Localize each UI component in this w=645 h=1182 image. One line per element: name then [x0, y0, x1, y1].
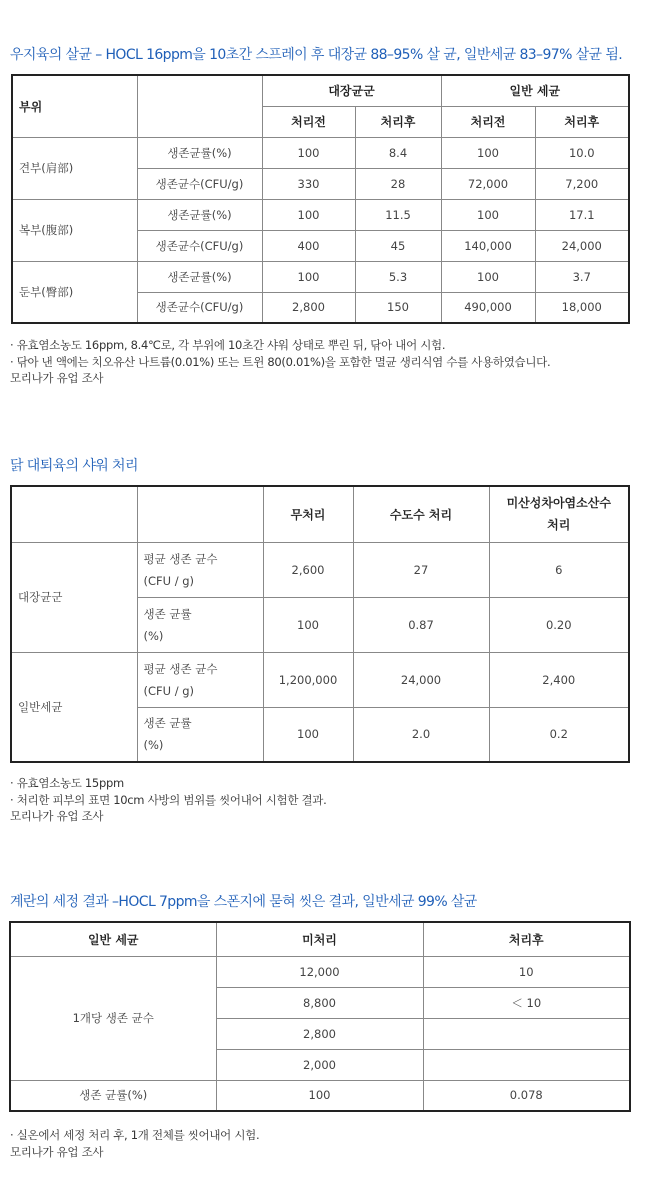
value-cell: 2,000 [216, 1049, 423, 1080]
header-hocl-line2: 처리 [547, 518, 571, 533]
note-line: · 닦아 낸 액에는 치오유산 나트륨(0.01%) 또는 트윈 80(0.01%)을 포함한 멸균 생리식염 수를 사용하였습니다. [10, 354, 551, 369]
header-blank [137, 486, 263, 542]
value-cell: 140,000 [441, 230, 535, 261]
metric-cell: 생존균률(%) [137, 137, 262, 168]
rate-label: 생존 균률(%) [10, 1080, 216, 1111]
header-after: 처리후 [535, 106, 629, 137]
value-cell: 18,000 [535, 292, 629, 323]
value-cell: ＜ 10 [423, 987, 630, 1018]
egg-washing-table [9, 921, 631, 1112]
group-cell: 일반세균 [11, 652, 137, 762]
value-cell: 27 [353, 542, 489, 597]
part-cell: 견부(肩部) [12, 137, 137, 199]
value-cell: 100 [263, 707, 353, 762]
value-cell: 100 [441, 137, 535, 168]
table-row [10, 956, 630, 987]
section2-notes [10, 775, 326, 825]
metric-line1: 평균 생존 균수 [143, 551, 218, 566]
metric-cell [137, 707, 263, 762]
value-cell: 24,000 [353, 652, 489, 707]
metric-line2: (%) [143, 628, 164, 643]
header-general-bacteria: 일반 세균 [10, 922, 216, 956]
part-cell: 둔부(臀部) [12, 261, 137, 323]
metric-line2: (CFU / g) [143, 683, 195, 698]
header-hocl-line1: 미산성차아염소산수 [506, 496, 611, 511]
metric-line1: 평균 생존 균수 [143, 661, 218, 676]
header-before: 처리전 [262, 106, 355, 137]
metric-cell [137, 652, 263, 707]
value-cell: 0.20 [489, 597, 629, 652]
value-cell: 100 [441, 261, 535, 292]
value-cell: 7,200 [535, 168, 629, 199]
header-untreated: 미처리 [216, 922, 423, 956]
metric-cell: 생존균수(CFU/g) [137, 292, 262, 323]
value-cell: 100 [263, 597, 353, 652]
value-cell: 100 [262, 137, 355, 168]
metric-cell [137, 597, 263, 652]
note-line: · 실온에서 세정 처리 후, 1개 전체를 씻어내어 시험. [10, 1128, 260, 1142]
value-cell: 28 [355, 168, 441, 199]
value-cell: 2,800 [262, 292, 355, 323]
note-source: 모리나가 유업 조사 [10, 371, 104, 385]
value-cell [423, 1018, 630, 1049]
table-row [12, 137, 629, 168]
value-cell: 100 [216, 1080, 423, 1111]
table-row [10, 1080, 630, 1111]
note-source: 모리나가 유업 조사 [10, 809, 104, 823]
value-cell: 2,800 [216, 1018, 423, 1049]
value-cell: 2.0 [353, 707, 489, 762]
header-general-bacteria: 일반 세균 [441, 75, 629, 106]
header-blank [137, 75, 262, 137]
metric-line1: 생존 균률 [143, 606, 192, 621]
value-cell: 5.3 [355, 261, 441, 292]
header-blank [11, 486, 137, 542]
header-before: 처리전 [441, 106, 535, 137]
value-cell: 17.1 [535, 199, 629, 230]
value-cell: 6 [489, 542, 629, 597]
value-cell: 8,800 [216, 987, 423, 1018]
group-cell: 대장균군 [11, 542, 137, 652]
value-cell: 72,000 [441, 168, 535, 199]
header-part: 부위 [12, 75, 137, 137]
header-hocl [489, 486, 629, 542]
value-cell: 24,000 [535, 230, 629, 261]
value-cell: 45 [355, 230, 441, 261]
value-cell: 12,000 [216, 956, 423, 987]
value-cell: 3.7 [535, 261, 629, 292]
part-cell: 복부(腹部) [12, 199, 137, 261]
metric-cell: 생존균률(%) [137, 199, 262, 230]
metric-line2: (%) [143, 738, 164, 753]
value-cell: 1,200,000 [263, 652, 353, 707]
section3-notes [10, 1127, 259, 1160]
table-row [11, 652, 629, 707]
note-source: 모리나가 유업 조사 [10, 1144, 104, 1159]
metric-cell [137, 542, 263, 597]
metric-cell: 생존균률(%) [137, 261, 262, 292]
value-cell: 8.4 [355, 137, 441, 168]
chicken-shower-table [10, 485, 630, 763]
value-cell: 100 [441, 199, 535, 230]
section1-heading: 우지육의 살균 – HOCL 16ppm을 10초간 스프레이 후 대장균 88–95% 살 균, 일반세균 83–97% 살균 됨. [10, 47, 623, 63]
value-cell: 11.5 [355, 199, 441, 230]
section2-heading: 닭 대퇴육의 샤워 처리 [10, 458, 138, 474]
header-treated: 처리후 [423, 922, 630, 956]
table-row [12, 199, 629, 230]
value-cell: 10 [423, 956, 630, 987]
value-cell: 2,600 [263, 542, 353, 597]
value-cell: 400 [262, 230, 355, 261]
header-tap-water: 수도수 처리 [353, 486, 489, 542]
value-cell: 2,400 [489, 652, 629, 707]
value-cell: 150 [355, 292, 441, 323]
table-row [12, 261, 629, 292]
metric-line1: 생존 균률 [143, 716, 192, 731]
value-cell [423, 1049, 630, 1080]
header-coliform: 대장균군 [262, 75, 441, 106]
beef-sterilization-table [11, 74, 630, 324]
value-cell: 0.2 [489, 707, 629, 762]
value-cell: 0.078 [423, 1080, 630, 1111]
section1-notes [10, 337, 550, 387]
note-line: · 처리한 피부의 표면 10cm 사방의 범위를 씻어내어 시험한 결과. [10, 792, 327, 807]
metric-cell: 생존균수(CFU/g) [137, 230, 262, 261]
value-cell: 100 [262, 199, 355, 230]
value-cell: 330 [262, 168, 355, 199]
value-cell: 0.87 [353, 597, 489, 652]
note-line: · 유효염소농도 16ppm, 8.4℃로, 각 부위에 10초간 샤워 상태로 뿌린 뒤, 닦아 내어 시험. [10, 338, 446, 352]
count-label: 1개당 생존 균수 [10, 956, 216, 1080]
note-line: · 유효염소농도 15ppm [10, 776, 124, 790]
metric-cell: 생존균수(CFU/g) [137, 168, 262, 199]
value-cell: 490,000 [441, 292, 535, 323]
metric-line2: (CFU / g) [143, 573, 195, 588]
header-untreated: 무처리 [263, 486, 353, 542]
section3-heading: 계란의 세정 결과 –HOCL 7ppm을 스폰지에 묻혀 씻은 결과, 일반세균 99% 살균 [10, 894, 477, 910]
header-after: 처리후 [355, 106, 441, 137]
value-cell: 10.0 [535, 137, 629, 168]
table-row [11, 542, 629, 597]
value-cell: 100 [262, 261, 355, 292]
